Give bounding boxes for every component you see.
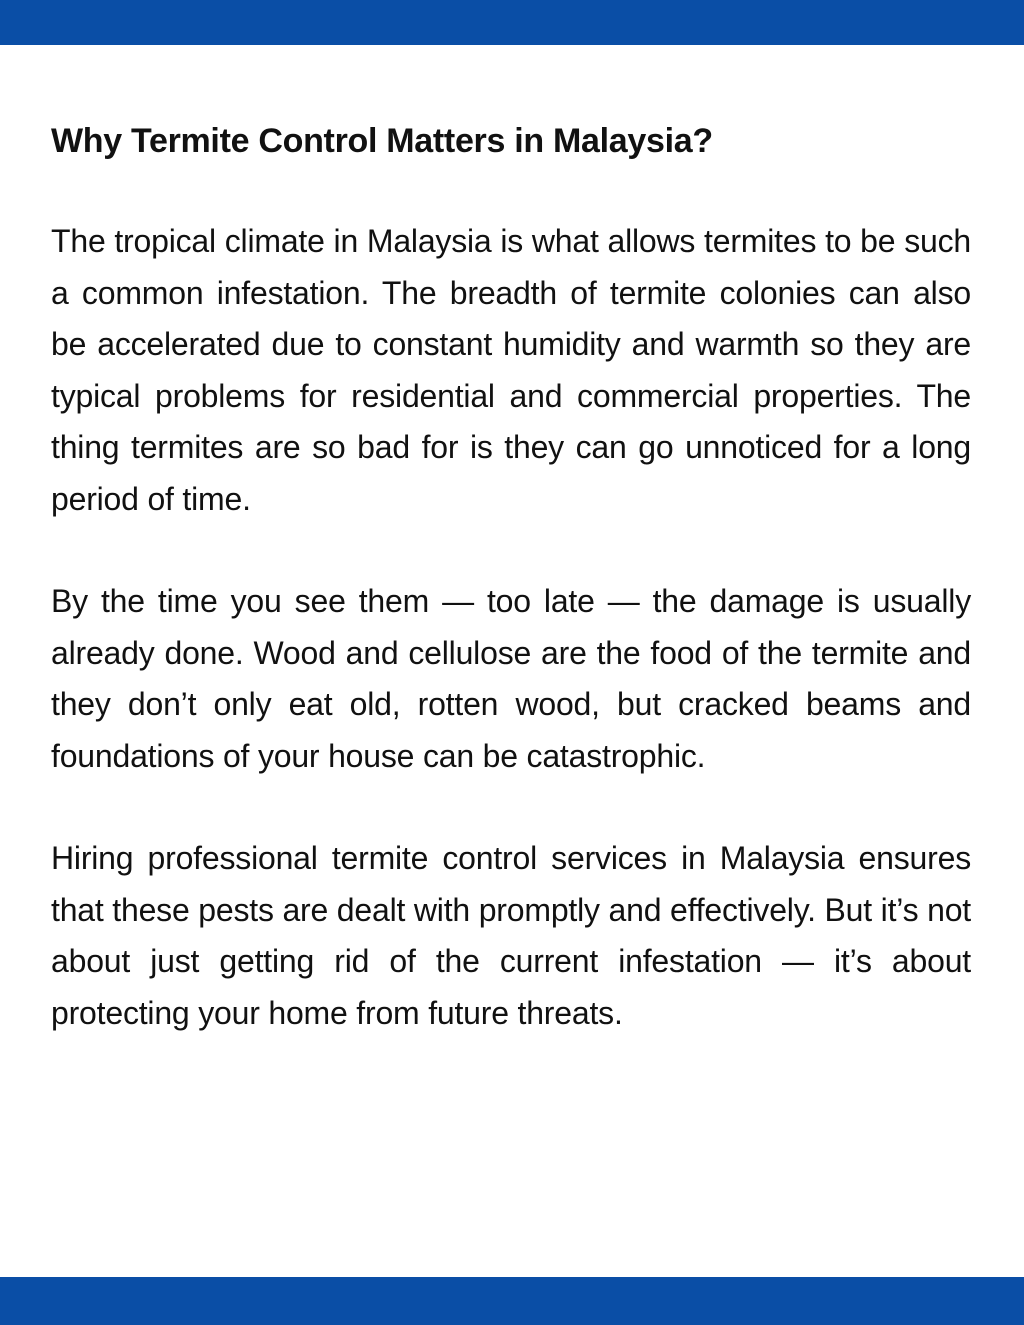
- document-body: [51, 112, 971, 1039]
- top-accent-bar: [0, 0, 1024, 45]
- paragraph-damage: By the time you see them — too late — the damage is usually already done. Wood and cellulose are the food of the termite and they don’t only eat old, rotten wood, but cracked beams and foundations of your house can be catastrophic.: [51, 583, 971, 774]
- page-title: Why Termite Control Matters in Malaysia?: [51, 122, 713, 160]
- bottom-accent-bar: [0, 1277, 1024, 1325]
- paragraph-climate: The tropical climate in Malaysia is what allows termites to be such a common infestation. The breadth of termite colonies can also be accelerated due to constant humidity and warmth so they are typical problems for residential and commercial properties. The thing termites are so bad for is they can go unnoticed for a long period of time.: [51, 223, 971, 517]
- paragraph-professional-services: Hiring professional termite control services in Malaysia ensures that these pests are dealt with promptly and effectively. But it’s not about just getting rid of the current infestation — it’s about protecting your home from future threats.: [51, 840, 971, 1031]
